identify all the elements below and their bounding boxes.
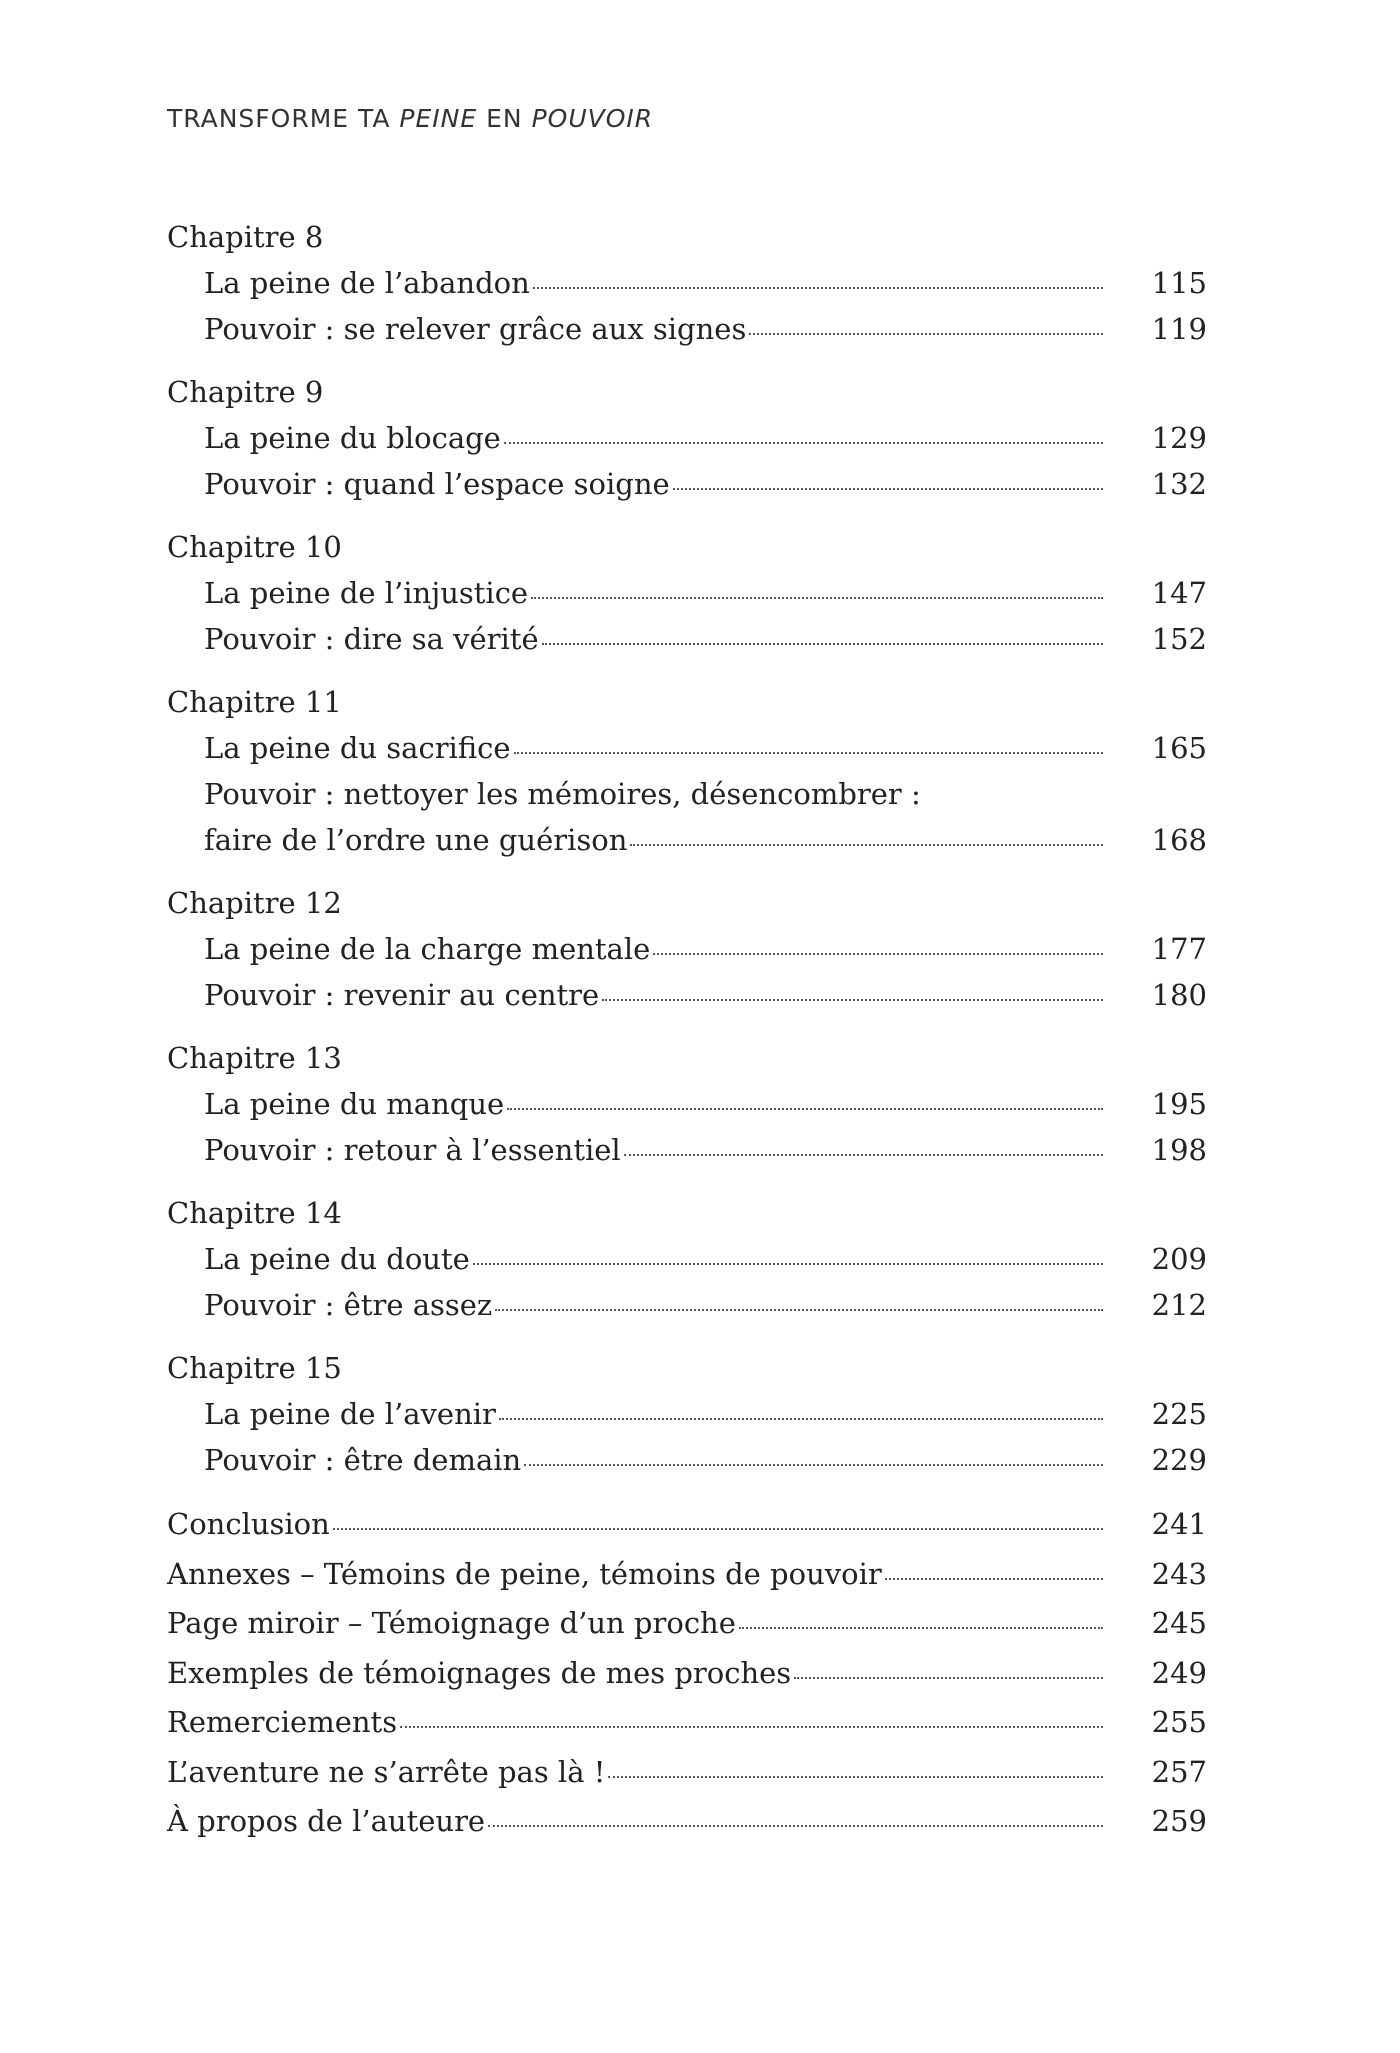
header-text: TRANSFORME TA [167, 104, 400, 133]
toc-entry[interactable] [167, 1081, 1207, 1127]
chapter-title: Chapitre 8 [167, 220, 324, 254]
entry-title: La peine de la charge mentale [204, 932, 651, 966]
page-number: 195 [1151, 1087, 1207, 1121]
toc-entry[interactable] [167, 570, 1207, 616]
toc-entry[interactable] [167, 1599, 1207, 1649]
header-text: EN [477, 104, 532, 133]
page-number: 168 [1151, 823, 1207, 857]
entry-title: Annexes – Témoins de peine, témoins de pouvoir [167, 1556, 882, 1591]
page-number: 249 [1151, 1655, 1207, 1690]
dot-leader [504, 442, 1103, 444]
chapter-title: Chapitre 14 [167, 1196, 342, 1230]
page-number: 152 [1151, 622, 1207, 656]
dot-leader [533, 287, 1103, 289]
entry-title: Remerciements [167, 1705, 398, 1739]
dot-leader [499, 1418, 1103, 1420]
chapter-title: Chapitre 9 [167, 375, 324, 409]
toc-entry[interactable] [167, 926, 1207, 972]
page-number: 177 [1151, 932, 1207, 966]
page-number: 147 [1151, 576, 1207, 610]
page-number: 243 [1151, 1556, 1207, 1591]
toc-entry[interactable] [167, 260, 1207, 306]
dot-leader [739, 1627, 1103, 1629]
toc-entry[interactable] [167, 1748, 1207, 1798]
dot-leader [507, 1108, 1103, 1110]
chapter-title: Chapitre 10 [167, 530, 342, 564]
page-number: 198 [1151, 1133, 1207, 1167]
entry-title: Pouvoir : se relever grâce aux signes [204, 312, 747, 346]
page-number: 115 [1151, 266, 1207, 300]
chapter-title: Chapitre 15 [167, 1351, 342, 1385]
dot-leader [333, 1528, 1103, 1530]
dot-leader [514, 752, 1103, 754]
toc-entry[interactable] [167, 1797, 1207, 1847]
entry-title: Pouvoir : retour à l’essentiel [204, 1133, 621, 1167]
dot-leader [885, 1578, 1103, 1580]
toc-entry[interactable] [167, 1649, 1207, 1699]
toc-entry[interactable] [167, 1437, 1207, 1483]
page-number: 257 [1151, 1754, 1207, 1789]
toc-entry[interactable] [167, 415, 1207, 461]
page-number: 180 [1151, 978, 1207, 1012]
chapter-title: Chapitre 13 [167, 1041, 342, 1075]
dot-leader [749, 333, 1103, 335]
entry-title: Pouvoir : nettoyer les mémoires, désencombrer : [204, 777, 921, 811]
toc-entry[interactable] [167, 725, 1207, 771]
dot-leader [630, 844, 1103, 846]
toc-entry[interactable] [167, 306, 1207, 352]
entry-title: La peine du blocage [204, 421, 501, 455]
chapter-block [167, 1345, 1207, 1483]
toc-entry[interactable] [167, 1391, 1207, 1437]
header-emphasis: PEINE [399, 104, 478, 133]
dot-leader [542, 643, 1103, 645]
chapter-title: Chapitre 12 [167, 886, 342, 920]
chapter-block [167, 1190, 1207, 1328]
entry-title: La peine de l’avenir [204, 1397, 496, 1431]
entry-title: La peine du manque [204, 1087, 505, 1121]
entry-title: La peine du sacrifice [204, 731, 511, 765]
toc-entry[interactable] [167, 972, 1207, 1018]
table-of-contents [167, 214, 1207, 1847]
toc-entry[interactable] [167, 1500, 1207, 1550]
running-header [167, 104, 653, 133]
dot-leader [608, 1776, 1103, 1778]
back-matter [167, 1500, 1207, 1847]
page-number: 129 [1151, 421, 1207, 455]
entry-title: Pouvoir : être assez [204, 1288, 493, 1322]
chapter-block [167, 1035, 1207, 1173]
page-number: 132 [1151, 467, 1207, 501]
toc-entry[interactable] [167, 1698, 1207, 1748]
entry-title: faire de l’ordre une guérison [204, 823, 628, 857]
dot-leader [794, 1677, 1103, 1679]
chapter-title: Chapitre 11 [167, 685, 342, 719]
chapter-block [167, 214, 1207, 352]
page-number: 225 [1151, 1397, 1207, 1431]
page-number: 245 [1151, 1606, 1207, 1640]
chapter-block [167, 880, 1207, 1018]
dot-leader [495, 1309, 1103, 1311]
entry-title: L’aventure ne s’arrête pas là ! [167, 1754, 606, 1789]
toc-entry[interactable] [167, 1127, 1207, 1173]
entry-title: Pouvoir : quand l’espace soigne [204, 467, 670, 501]
page-number: 255 [1151, 1705, 1207, 1739]
chapter-block [167, 369, 1207, 507]
chapter-block [167, 524, 1207, 662]
dot-leader [400, 1726, 1103, 1728]
entry-title: La peine de l’abandon [204, 266, 530, 300]
toc-entry[interactable] [167, 1282, 1207, 1328]
chapter-block [167, 679, 1207, 863]
page-number: 259 [1151, 1804, 1207, 1838]
entry-title: Exemples de témoignages de mes proches [167, 1655, 792, 1690]
page-number: 241 [1151, 1507, 1207, 1541]
entry-title: Conclusion [167, 1507, 330, 1541]
page-number: 209 [1151, 1242, 1207, 1276]
dot-leader [602, 999, 1103, 1001]
entry-title: Pouvoir : dire sa vérité [204, 622, 539, 656]
entry-title: Pouvoir : revenir au centre [204, 978, 600, 1012]
dot-leader [673, 488, 1103, 490]
dot-leader [653, 953, 1103, 955]
page-number: 229 [1151, 1443, 1207, 1477]
dot-leader [473, 1263, 1103, 1265]
toc-entry[interactable] [167, 616, 1207, 662]
entry-title: À propos de l’auteure [167, 1804, 486, 1838]
toc-entry[interactable] [167, 771, 1207, 817]
toc-entry[interactable] [167, 1236, 1207, 1282]
header-emphasis: POUVOIR [531, 104, 654, 133]
entry-title: La peine de l’injustice [204, 576, 529, 610]
toc-entry[interactable] [167, 817, 1207, 863]
page-number: 119 [1151, 312, 1207, 346]
page-number: 212 [1151, 1288, 1207, 1322]
dot-leader [531, 597, 1103, 599]
page-number: 165 [1151, 731, 1207, 765]
entry-title: Pouvoir : être demain [204, 1443, 522, 1477]
dot-leader [488, 1825, 1103, 1827]
dot-leader [524, 1464, 1103, 1466]
dot-leader [624, 1154, 1103, 1156]
entry-title: Page miroir – Témoignage d’un proche [167, 1606, 736, 1640]
toc-entry[interactable] [167, 461, 1207, 507]
toc-entry[interactable] [167, 1550, 1207, 1600]
entry-title: La peine du doute [204, 1242, 470, 1276]
